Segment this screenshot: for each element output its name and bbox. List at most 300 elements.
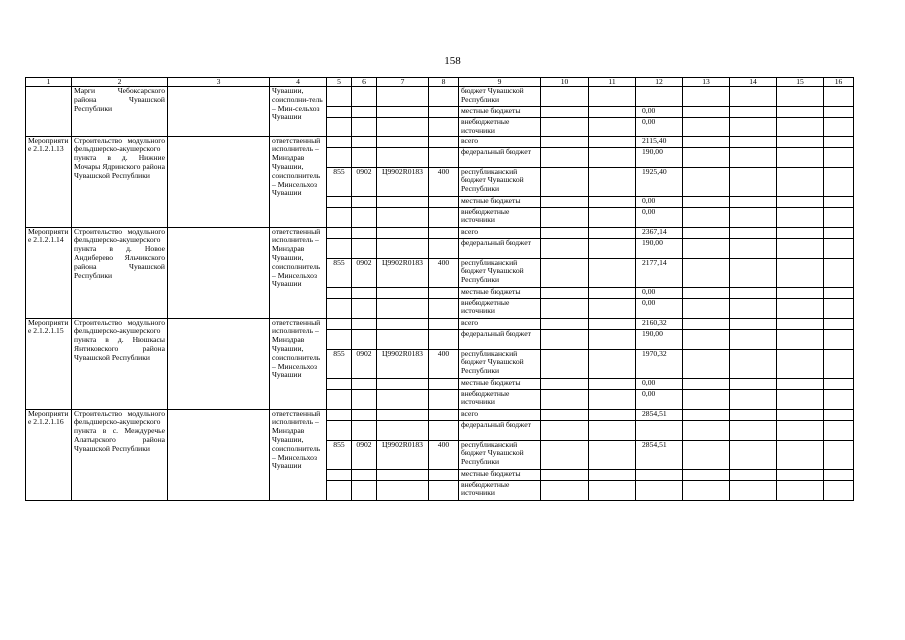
empty-cell (683, 287, 730, 298)
column-header-13: 13 (683, 78, 730, 87)
code-cell-c6 (352, 118, 377, 137)
empty-cell (777, 238, 824, 258)
code-cell-c6 (352, 389, 377, 409)
empty-cell (824, 318, 854, 329)
code-cell-c6: 0902 (352, 349, 377, 378)
empty-cell (589, 207, 636, 227)
code-cell-c6 (352, 207, 377, 227)
empty-cell (777, 107, 824, 118)
funding-source-cell: федеральный бюджет (459, 420, 541, 440)
code-cell-c5 (327, 207, 352, 227)
empty-cell (541, 329, 589, 349)
empty-cell (541, 287, 589, 298)
funding-source-cell: местные бюджеты (459, 287, 541, 298)
empty-cell (683, 318, 730, 329)
empty-cell (730, 167, 777, 196)
code-cell-c7 (377, 420, 429, 440)
code-cell-c5 (327, 298, 352, 318)
empty-cell (541, 207, 589, 227)
empty-cell (730, 318, 777, 329)
code-cell-c8 (429, 378, 459, 389)
amount-cell: 2177,14 (636, 258, 683, 287)
code-cell-c6: 0902 (352, 258, 377, 287)
empty-cell (824, 469, 854, 480)
code-cell-c8: 400 (429, 167, 459, 196)
code-cell-c8 (429, 87, 459, 107)
continuation-row (26, 87, 854, 107)
empty-cell (168, 409, 270, 500)
empty-cell (683, 87, 730, 107)
empty-cell (824, 147, 854, 167)
code-cell-c5 (327, 136, 352, 147)
empty-cell (730, 207, 777, 227)
empty-cell (824, 329, 854, 349)
code-cell-c7 (377, 318, 429, 329)
empty-cell (777, 469, 824, 480)
code-cell-c8: 400 (429, 440, 459, 469)
empty-cell (541, 238, 589, 258)
empty-cell (777, 329, 824, 349)
amount-cell: 2854,51 (636, 409, 683, 420)
amount-cell: 1925,40 (636, 167, 683, 196)
code-cell-c5 (327, 420, 352, 440)
amount-cell (636, 480, 683, 500)
column-header-10: 10 (541, 78, 589, 87)
empty-cell (824, 207, 854, 227)
empty-cell (777, 87, 824, 107)
empty-cell (683, 409, 730, 420)
funding-source-cell: бюджет Чувашской Республики (459, 87, 541, 107)
code-cell-c7 (377, 409, 429, 420)
empty-cell (683, 227, 730, 238)
measure-row (26, 318, 854, 329)
code-cell-c6 (352, 87, 377, 107)
measure-label-cell: Мероприятие 2.1.2.1.14 (26, 227, 72, 318)
funding-source-cell: республиканский бюджет Чувашской Республики (459, 440, 541, 469)
code-cell-c7 (377, 147, 429, 167)
empty-cell (824, 196, 854, 207)
empty-cell (541, 258, 589, 287)
empty-cell (777, 298, 824, 318)
code-cell-c7 (377, 329, 429, 349)
empty-cell (730, 409, 777, 420)
empty-cell (777, 409, 824, 420)
empty-cell (168, 136, 270, 227)
empty-cell (589, 258, 636, 287)
empty-cell (541, 167, 589, 196)
measure-name-cell: Марги Чебоксарского района Чувашской Республики (72, 87, 168, 137)
empty-cell (589, 318, 636, 329)
funding-source-cell: республиканский бюджет Чувашской Республики (459, 167, 541, 196)
amount-cell: 0,00 (636, 196, 683, 207)
empty-cell (777, 227, 824, 238)
measure-label-cell: Мероприятие 2.1.2.1.16 (26, 409, 72, 500)
empty-cell (777, 196, 824, 207)
empty-cell (730, 196, 777, 207)
amount-cell: 0,00 (636, 389, 683, 409)
empty-cell (589, 349, 636, 378)
empty-cell (589, 196, 636, 207)
funding-source-cell: местные бюджеты (459, 469, 541, 480)
code-cell-c7 (377, 480, 429, 500)
code-cell-c5: 855 (327, 258, 352, 287)
code-cell-c7: Ц9902R0183 (377, 349, 429, 378)
empty-cell (541, 440, 589, 469)
empty-cell (589, 440, 636, 469)
code-cell-c8 (429, 389, 459, 409)
empty-cell (541, 469, 589, 480)
executor-cell: ответственный исполнитель – Минздрав Чувашии, соисполнитель – Минсельхоз Чувашии (270, 318, 327, 409)
empty-cell (683, 389, 730, 409)
code-cell-c8 (429, 196, 459, 207)
executor-cell: ответственный исполнитель – Минздрав Чувашии, соисполнитель – Минсельхоз Чувашии (270, 227, 327, 318)
funding-source-cell: местные бюджеты (459, 196, 541, 207)
code-cell-c7 (377, 378, 429, 389)
code-cell-c6: 0902 (352, 167, 377, 196)
empty-cell (777, 258, 824, 287)
code-cell-c7 (377, 107, 429, 118)
funding-source-cell: республиканский бюджет Чувашской Республики (459, 258, 541, 287)
empty-cell (730, 298, 777, 318)
empty-cell (541, 118, 589, 137)
empty-cell (730, 287, 777, 298)
empty-cell (589, 298, 636, 318)
empty-cell (730, 349, 777, 378)
code-cell-c6 (352, 136, 377, 147)
measure-label-cell (26, 87, 72, 137)
code-cell-c6 (352, 469, 377, 480)
empty-cell (777, 480, 824, 500)
code-cell-c5 (327, 107, 352, 118)
code-cell-c6 (352, 227, 377, 238)
amount-cell: 0,00 (636, 378, 683, 389)
empty-cell (683, 136, 730, 147)
empty-cell (541, 107, 589, 118)
code-cell-c6 (352, 196, 377, 207)
code-cell-c8 (429, 329, 459, 349)
empty-cell (168, 227, 270, 318)
code-cell-c6: 0902 (352, 440, 377, 469)
empty-cell (541, 378, 589, 389)
empty-cell (777, 167, 824, 196)
empty-cell (541, 409, 589, 420)
empty-cell (683, 118, 730, 137)
empty-cell (589, 469, 636, 480)
code-cell-c8 (429, 147, 459, 167)
funding-source-cell: всего (459, 318, 541, 329)
empty-cell (589, 167, 636, 196)
code-cell-c5 (327, 196, 352, 207)
column-header-3: 3 (168, 78, 270, 87)
empty-cell (683, 349, 730, 378)
empty-cell (777, 207, 824, 227)
empty-cell (683, 298, 730, 318)
funding-source-cell: федеральный бюджет (459, 147, 541, 167)
code-cell-c6 (352, 147, 377, 167)
code-cell-c7: Ц9902R0183 (377, 167, 429, 196)
empty-cell (683, 107, 730, 118)
code-cell-c8 (429, 227, 459, 238)
funding-source-cell: федеральный бюджет (459, 238, 541, 258)
empty-cell (589, 420, 636, 440)
empty-cell (683, 167, 730, 196)
column-header-15: 15 (777, 78, 824, 87)
code-cell-c5 (327, 469, 352, 480)
code-cell-c6 (352, 107, 377, 118)
amount-cell: 1970,32 (636, 349, 683, 378)
budget-table (25, 77, 854, 501)
code-cell-c8 (429, 118, 459, 137)
code-cell-c6 (352, 480, 377, 500)
empty-cell (730, 87, 777, 107)
code-cell-c5 (327, 118, 352, 137)
measure-name-cell: Строительство модульного фельдшерско-акушерского пункта в с. Междуречье Алатырского района Чувашской Республики (72, 409, 168, 500)
empty-cell (683, 207, 730, 227)
empty-cell (541, 147, 589, 167)
empty-cell (589, 480, 636, 500)
amount-cell: 0,00 (636, 207, 683, 227)
code-cell-c7 (377, 118, 429, 137)
code-cell-c5 (327, 409, 352, 420)
empty-cell (168, 87, 270, 137)
funding-source-cell: внебюджетные источники (459, 389, 541, 409)
empty-cell (541, 298, 589, 318)
code-cell-c7 (377, 87, 429, 107)
empty-cell (730, 420, 777, 440)
empty-cell (541, 389, 589, 409)
code-cell-c6 (352, 329, 377, 349)
code-cell-c7 (377, 287, 429, 298)
executor-cell: ответственный исполнитель – Минздрав Чувашии, соисполнитель – Минсельхоз Чувашии (270, 136, 327, 227)
code-cell-c8 (429, 287, 459, 298)
code-cell-c5 (327, 227, 352, 238)
empty-cell (683, 420, 730, 440)
amount-cell: 0,00 (636, 287, 683, 298)
code-cell-c5 (327, 378, 352, 389)
empty-cell (589, 238, 636, 258)
amount-cell: 2115,40 (636, 136, 683, 147)
empty-cell (824, 258, 854, 287)
funding-source-cell: местные бюджеты (459, 378, 541, 389)
column-header-1: 1 (26, 78, 72, 87)
empty-cell (777, 349, 824, 378)
code-cell-c8 (429, 107, 459, 118)
code-cell-c5 (327, 147, 352, 167)
code-cell-c8 (429, 318, 459, 329)
funding-source-cell: всего (459, 136, 541, 147)
code-cell-c7 (377, 389, 429, 409)
code-cell-c7 (377, 196, 429, 207)
empty-cell (824, 227, 854, 238)
code-cell-c7: Ц9902R0183 (377, 440, 429, 469)
page-number: 158 (444, 55, 461, 67)
code-cell-c8: 400 (429, 258, 459, 287)
empty-cell (683, 329, 730, 349)
code-cell-c8 (429, 298, 459, 318)
amount-cell: 0,00 (636, 118, 683, 137)
empty-cell (824, 440, 854, 469)
empty-cell (589, 107, 636, 118)
empty-cell (589, 136, 636, 147)
column-header-8: 8 (429, 78, 459, 87)
empty-cell (589, 287, 636, 298)
empty-cell (777, 318, 824, 329)
empty-cell (541, 349, 589, 378)
column-header-7: 7 (377, 78, 429, 87)
empty-cell (168, 318, 270, 409)
measure-label-cell: Мероприятие 2.1.2.1.15 (26, 318, 72, 409)
empty-cell (541, 196, 589, 207)
code-cell-c8 (429, 238, 459, 258)
empty-cell (683, 469, 730, 480)
empty-cell (541, 318, 589, 329)
funding-source-cell: местные бюджеты (459, 107, 541, 118)
empty-cell (730, 238, 777, 258)
code-cell-c8 (429, 207, 459, 227)
column-header-2: 2 (72, 78, 168, 87)
funding-source-cell: внебюджетные источники (459, 480, 541, 500)
code-cell-c5 (327, 480, 352, 500)
empty-cell (824, 420, 854, 440)
empty-cell (824, 389, 854, 409)
empty-cell (589, 147, 636, 167)
empty-cell (824, 287, 854, 298)
measure-row (26, 409, 854, 420)
empty-cell (777, 118, 824, 137)
measure-label-cell: Мероприятие 2.1.2.1.13 (26, 136, 72, 227)
measure-row (26, 227, 854, 238)
code-cell-c7 (377, 238, 429, 258)
amount-cell (636, 469, 683, 480)
empty-cell (730, 107, 777, 118)
code-cell-c5: 855 (327, 440, 352, 469)
empty-cell (589, 329, 636, 349)
executor-cell: ответственный исполнитель – Минздрав Чувашии, соисполнитель – Минсельхоз Чувашии (270, 409, 327, 500)
funding-source-cell: внебюджетные источники (459, 207, 541, 227)
code-cell-c7 (377, 207, 429, 227)
funding-source-cell: внебюджетные источники (459, 118, 541, 137)
empty-cell (541, 420, 589, 440)
empty-cell (541, 136, 589, 147)
measure-name-cell: Строительство модульного фельдшерско-акушерского пункта в д. Нижние Мочары Ядринского района Чувашской Республики (72, 136, 168, 227)
empty-cell (589, 118, 636, 137)
amount-cell (636, 87, 683, 107)
code-cell-c6 (352, 318, 377, 329)
empty-cell (824, 167, 854, 196)
code-cell-c7 (377, 469, 429, 480)
funding-source-cell: республиканский бюджет Чувашской Республики (459, 349, 541, 378)
measure-row (26, 136, 854, 147)
amount-cell: 190,00 (636, 238, 683, 258)
amount-cell: 0,00 (636, 107, 683, 118)
code-cell-c5 (327, 318, 352, 329)
amount-cell: 2160,32 (636, 318, 683, 329)
amount-cell: 2367,14 (636, 227, 683, 238)
code-cell-c5 (327, 287, 352, 298)
column-header-6: 6 (352, 78, 377, 87)
code-cell-c6 (352, 298, 377, 318)
column-header-9: 9 (459, 78, 541, 87)
code-cell-c6 (352, 378, 377, 389)
code-cell-c5: 855 (327, 167, 352, 196)
empty-cell (589, 378, 636, 389)
empty-cell (824, 378, 854, 389)
funding-source-cell: всего (459, 409, 541, 420)
empty-cell (730, 329, 777, 349)
empty-cell (824, 480, 854, 500)
empty-cell (683, 147, 730, 167)
funding-source-cell: всего (459, 227, 541, 238)
empty-cell (589, 389, 636, 409)
amount-cell: 190,00 (636, 329, 683, 349)
empty-cell (541, 87, 589, 107)
empty-cell (730, 378, 777, 389)
empty-cell (589, 409, 636, 420)
amount-cell (636, 420, 683, 440)
empty-cell (777, 440, 824, 469)
empty-cell (683, 440, 730, 469)
empty-cell (589, 227, 636, 238)
code-cell-c6 (352, 420, 377, 440)
code-cell-c8 (429, 480, 459, 500)
empty-cell (824, 118, 854, 137)
funding-source-cell: федеральный бюджет (459, 329, 541, 349)
empty-cell (541, 227, 589, 238)
empty-cell (541, 480, 589, 500)
empty-cell (730, 227, 777, 238)
empty-cell (824, 87, 854, 107)
empty-cell (777, 420, 824, 440)
code-cell-c8: 400 (429, 349, 459, 378)
measure-name-cell: Строительство модульного фельдшерско-акушерского пункта в д. Нюшкасы Янтиковского района Чувашской Республики (72, 318, 168, 409)
column-header-4: 4 (270, 78, 327, 87)
code-cell-c6 (352, 238, 377, 258)
empty-cell (730, 469, 777, 480)
column-header-5: 5 (327, 78, 352, 87)
empty-cell (683, 196, 730, 207)
empty-cell (683, 238, 730, 258)
empty-cell (777, 287, 824, 298)
empty-cell (777, 147, 824, 167)
column-header-11: 11 (589, 78, 636, 87)
empty-cell (777, 378, 824, 389)
empty-cell (824, 136, 854, 147)
code-cell-c5 (327, 87, 352, 107)
code-cell-c6 (352, 287, 377, 298)
empty-cell (824, 349, 854, 378)
empty-cell (589, 87, 636, 107)
empty-cell (777, 136, 824, 147)
measure-name-cell: Строительство модульного фельдшерско-акушерского пункта в д. Новое Андиберево Яльчикского района Чувашской Республики (72, 227, 168, 318)
code-cell-c5 (327, 238, 352, 258)
column-header-16: 16 (824, 78, 854, 87)
empty-cell (730, 480, 777, 500)
executor-cell: Чувашии, соисполни-тель – Мин-сельхоз Чувашии (270, 87, 327, 137)
empty-cell (730, 136, 777, 147)
code-cell-c7: Ц9902R0183 (377, 258, 429, 287)
code-cell-c8 (429, 409, 459, 420)
empty-cell (777, 389, 824, 409)
empty-cell (824, 409, 854, 420)
code-cell-c7 (377, 298, 429, 318)
funding-source-cell: внебюджетные источники (459, 298, 541, 318)
empty-cell (683, 378, 730, 389)
amount-cell: 190,00 (636, 147, 683, 167)
column-header-12: 12 (636, 78, 683, 87)
empty-cell (824, 107, 854, 118)
code-cell-c7 (377, 227, 429, 238)
empty-cell (730, 440, 777, 469)
